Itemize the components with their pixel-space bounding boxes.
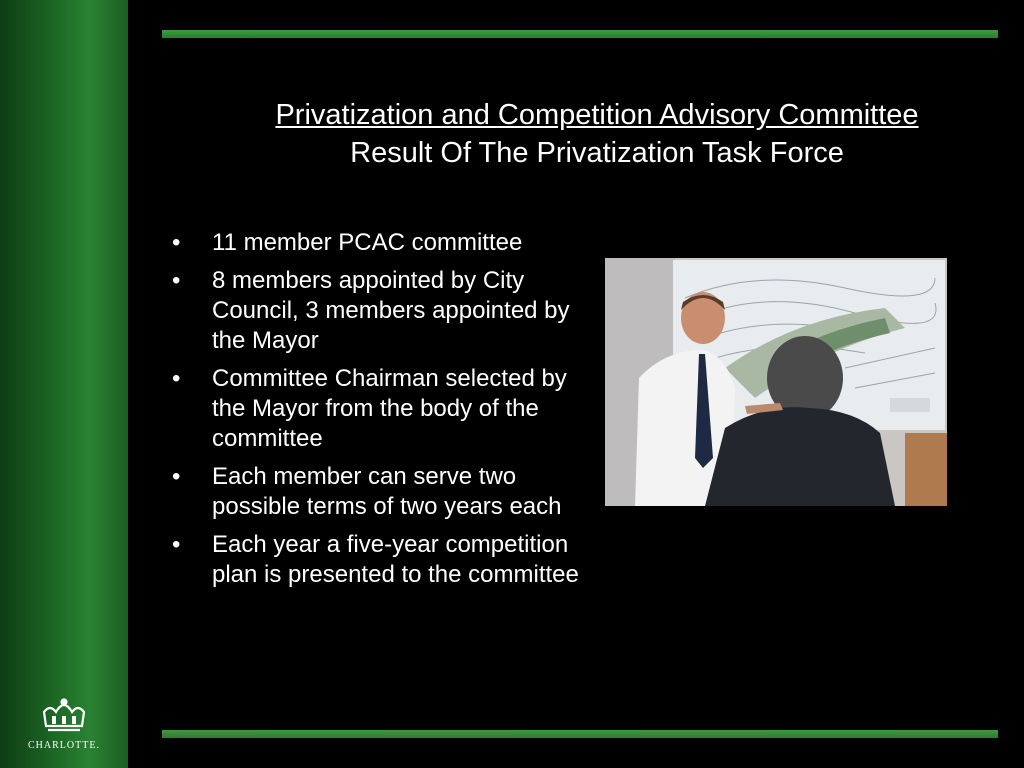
meeting-photo [605, 258, 947, 506]
bottom-divider [162, 730, 998, 738]
crown-icon [38, 696, 90, 736]
bullet-item [170, 530, 590, 590]
bullet-text: Each member can serve two possible terms of two years each [212, 463, 562, 520]
charlotte-logo [18, 696, 110, 760]
bullet-text: Each year a five-year competition plan is presented to the committee [212, 531, 579, 588]
top-divider [162, 30, 998, 38]
bullet-text: 8 members appointed by City Council, 3 members appointed by the Mayor [212, 267, 570, 354]
bullet-dot: • [172, 229, 181, 256]
bullet-item [170, 364, 590, 454]
bullet-item [170, 462, 590, 522]
title-subtitle: Result Of The Privatization Task Force [350, 137, 844, 169]
bullet-dot: • [172, 365, 181, 392]
bullet-text: Committee Chairman selected by the Mayor from the body of the committee [212, 365, 567, 452]
bullet-item [170, 228, 590, 258]
bullet-item [170, 266, 590, 356]
logo-text: CHARLOTTE. [28, 740, 100, 751]
bullet-dot: • [172, 531, 181, 558]
bullet-dot: • [172, 463, 181, 490]
title-main: Privatization and Competition Advisory Committee [275, 99, 919, 131]
bullet-list [170, 228, 590, 598]
bullet-text: 11 member PCAC committee [212, 229, 523, 256]
slide-title [162, 96, 998, 172]
bullet-dot: • [172, 267, 181, 294]
sidebar-band [0, 0, 128, 768]
